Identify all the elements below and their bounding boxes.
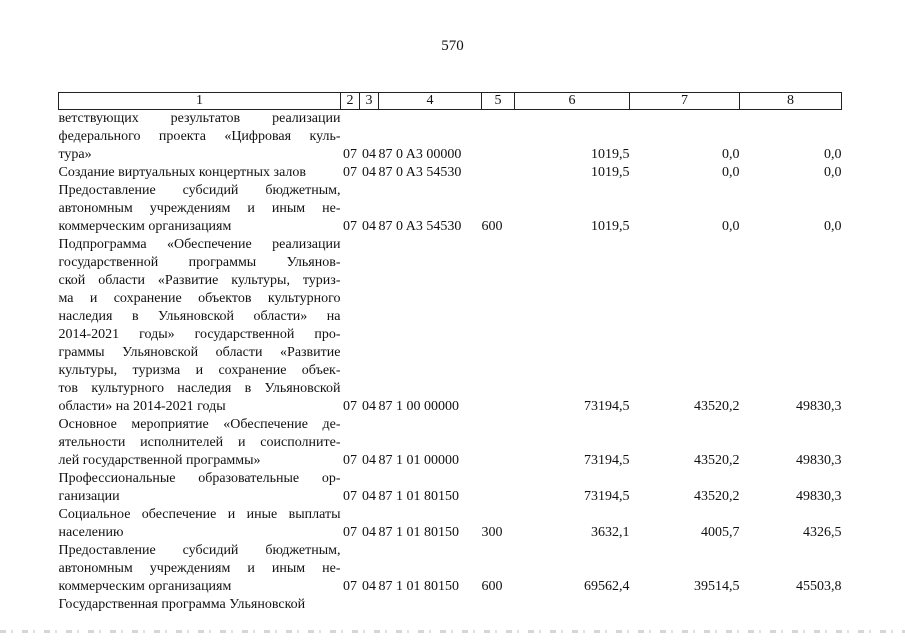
table-row [59, 182, 842, 236]
amount-col-8: 0,0 [824, 219, 842, 234]
subsection-code: 04 [362, 219, 376, 234]
expense-type-code [482, 416, 515, 470]
target-article-code: 87 1 01 80150 [378, 579, 459, 594]
amount-col-6: 1019,5 [591, 147, 630, 162]
section-code: 07 [343, 525, 357, 540]
row-name-line: ветствующих результатов реализации [58, 111, 341, 126]
table-row [59, 110, 842, 165]
section-code: 07 [343, 579, 357, 594]
amount-col-6 [515, 596, 630, 614]
column-header-4: 4 [379, 93, 482, 110]
row-name-line: тов культурного наследия в Ульяновской [58, 381, 341, 396]
row-name-line: наследия в Ульяновской области» на [58, 309, 341, 324]
row-name-line: населению [58, 525, 124, 540]
row-name-line: ма и сохранение объектов культурного [58, 291, 341, 306]
target-article-code [379, 596, 482, 614]
row-name-line: 2014-2021 годы» государственной про- [58, 327, 341, 342]
row-name-line: коммерческим организациям [58, 219, 232, 234]
row-name-line: государственной программы Ульянов- [58, 255, 341, 270]
column-header-7: 7 [630, 93, 740, 110]
row-name-line: Государственная программа Ульяновской [58, 597, 306, 612]
amount-col-6: 73194,5 [584, 399, 630, 414]
section-code: 07 [343, 489, 357, 504]
row-name-line: граммы Ульяновской области «Развитие [58, 345, 341, 360]
scan-artifact [0, 630, 905, 633]
row-name-line: федерального проекта «Цифровая куль- [58, 129, 341, 144]
amount-col-8: 45503,8 [796, 579, 842, 594]
row-name-line: культуры, туризма и сохранение объек- [58, 363, 341, 378]
target-article-code: 87 1 01 80150 [378, 489, 459, 504]
amount-col-7: 0,0 [722, 147, 740, 162]
expense-type-code: 600 [481, 579, 503, 594]
table-row [59, 506, 842, 542]
amount-col-8: 4326,5 [803, 525, 842, 540]
amount-col-7: 43520,2 [694, 399, 740, 414]
amount-col-7 [630, 596, 740, 614]
target-article-code: 87 1 01 80150 [378, 525, 459, 540]
amount-col-6: 1019,5 [591, 165, 630, 180]
amount-col-7: 0,0 [722, 165, 740, 180]
expense-type-code: 600 [481, 219, 503, 234]
amount-col-8: 49830,3 [796, 489, 842, 504]
column-header-6: 6 [515, 93, 630, 110]
amount-col-8: 49830,3 [796, 453, 842, 468]
subsection-code [360, 596, 379, 614]
row-name [59, 110, 341, 165]
row-name-line: коммерческим организациям [58, 579, 232, 594]
target-article-code: 87 1 01 00000 [378, 453, 459, 468]
row-name-line: автономным учреждениям и иным не- [58, 561, 341, 576]
amount-col-7: 0,0 [722, 219, 740, 234]
amount-col-8 [740, 596, 842, 614]
subsection-code: 04 [362, 165, 376, 180]
column-header-5: 5 [482, 93, 515, 110]
amount-col-6: 69562,4 [584, 579, 630, 594]
amount-col-6: 73194,5 [584, 489, 630, 504]
column-header-3: 3 [360, 93, 379, 110]
row-name-line: Основное мероприятие «Обеспечение де- [58, 417, 341, 432]
table-row [59, 164, 842, 182]
row-name-line: Подпрограмма «Обеспечение реализации [58, 237, 341, 252]
target-article-code: 87 0 A3 00000 [378, 147, 462, 162]
budget-table [58, 92, 842, 614]
amount-col-6: 3632,1 [591, 525, 630, 540]
amount-col-6: 73194,5 [584, 453, 630, 468]
expense-type-code [482, 110, 515, 165]
target-article-code: 87 0 A3 54530 [378, 219, 462, 234]
column-header-8: 8 [740, 93, 842, 110]
section-code [341, 596, 360, 614]
row-name-line: Социальное обеспечение и иные выплаты [58, 507, 341, 522]
expense-type-code: 300 [481, 525, 503, 540]
page-number: 570 [441, 38, 464, 54]
amount-col-7: 4005,7 [701, 525, 740, 540]
row-name-line: автономным учреждениям и иным не- [58, 201, 341, 216]
target-article-code: 87 0 A3 54530 [378, 165, 462, 180]
column-header-2: 2 [341, 93, 360, 110]
table-row [59, 416, 842, 470]
amount-col-8: 0,0 [824, 147, 842, 162]
header-row [59, 93, 842, 110]
row-name [59, 182, 341, 236]
row-name [59, 470, 341, 506]
amount-col-7: 43520,2 [694, 453, 740, 468]
row-name [59, 236, 341, 416]
row-name [59, 506, 341, 542]
subsection-code: 04 [362, 579, 376, 594]
amount-col-8: 0,0 [824, 165, 842, 180]
subsection-code: 04 [362, 147, 376, 162]
row-name [59, 164, 341, 182]
row-name-line: ятельности исполнителей и соисполните- [58, 435, 341, 450]
row-name [59, 416, 341, 470]
row-name-line: Создание виртуальных концертных залов [58, 165, 307, 180]
subsection-code: 04 [362, 525, 376, 540]
table-header [59, 93, 842, 110]
row-name-line: ганизации [58, 489, 120, 504]
table-row [59, 542, 842, 596]
table-row [59, 470, 842, 506]
amount-col-8: 49830,3 [796, 399, 842, 414]
table-body [59, 110, 842, 615]
row-name [59, 542, 341, 596]
target-article-code: 87 1 00 00000 [378, 399, 459, 414]
subsection-code: 04 [362, 489, 376, 504]
expense-type-code [482, 470, 515, 506]
table-row [59, 236, 842, 416]
row-name-line: Предоставление субсидий бюджетным, [58, 543, 341, 558]
row-name-line: ской области «Развитие культуры, туриз- [58, 273, 341, 288]
row-name-line: области» на 2014-2021 годы [58, 399, 226, 414]
column-header-1: 1 [59, 93, 341, 110]
row-name-line: Предоставление субсидий бюджетным, [58, 183, 341, 198]
section-code: 07 [343, 219, 357, 234]
row-name-line: лей государственной программы» [58, 453, 261, 468]
expense-type-code [482, 236, 515, 416]
section-code: 07 [343, 165, 357, 180]
table-row [59, 596, 842, 614]
subsection-code: 04 [362, 399, 376, 414]
row-name-line: Профессиональные образовательные ор- [58, 471, 341, 486]
amount-col-6: 1019,5 [591, 219, 630, 234]
section-code: 07 [343, 147, 357, 162]
subsection-code: 04 [362, 453, 376, 468]
row-name-line: тура» [58, 147, 92, 162]
expense-type-code [482, 164, 515, 182]
section-code: 07 [343, 453, 357, 468]
row-name [59, 596, 341, 614]
amount-col-7: 43520,2 [694, 489, 740, 504]
expense-type-code [482, 596, 515, 614]
amount-col-7: 39514,5 [694, 579, 740, 594]
section-code: 07 [343, 399, 357, 414]
